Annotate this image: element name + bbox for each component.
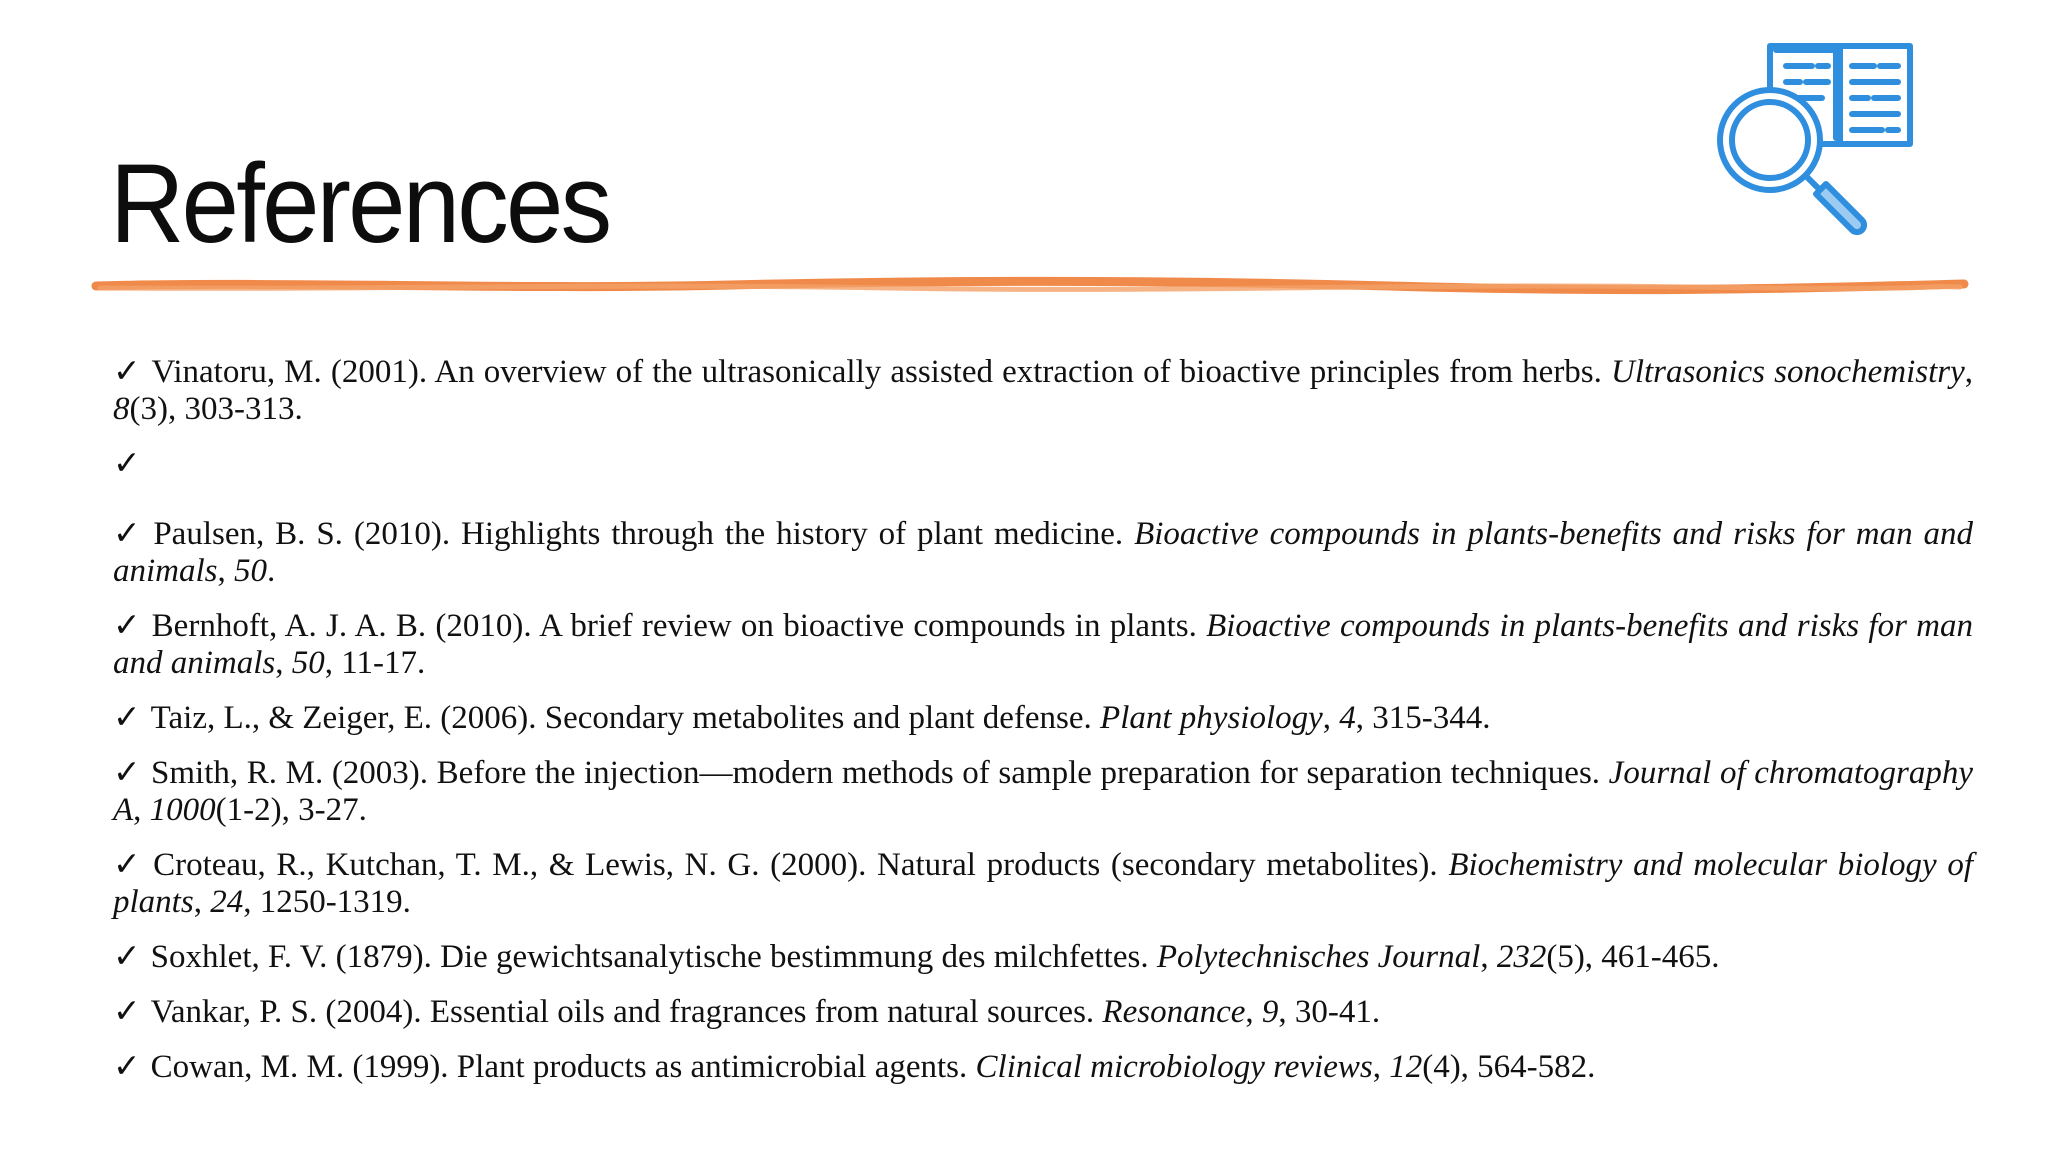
reference-citation: Bernhoft, A. J. A. B. (2010). A brief review on bioactive compounds in plants. — [151, 608, 1207, 644]
reference-separator: , — [1322, 700, 1340, 736]
reference-separator: , — [1964, 354, 1973, 390]
check-icon: ✓ — [113, 354, 142, 390]
reference-citation: Smith, R. M. (2003). Before the injection—modern methods of sample preparation for separation techniques. — [151, 755, 1609, 791]
reference-citation: Croteau, R., Kutchan, T. M., & Lewis, N. G. (2000). Natural products (secondary metabolites). — [153, 847, 1449, 883]
reference-journal: Clinical microbiology reviews — [975, 1049, 1373, 1085]
check-icon: ✓ — [113, 446, 141, 482]
reference-journal: Polytechnisches Journal — [1156, 939, 1481, 975]
reference-pages: . — [267, 553, 276, 589]
reference-pages: , 30-41. — [1278, 994, 1381, 1030]
reference-item — [113, 700, 1973, 737]
reference-item — [113, 516, 1973, 590]
reference-journal: Resonance — [1102, 994, 1246, 1030]
check-icon: ✓ — [113, 1049, 141, 1085]
reference-volume: 50 — [291, 645, 325, 681]
reference-pages: , 1250-1319. — [243, 884, 411, 920]
reference-volume: 50 — [234, 553, 268, 589]
reference-volume: 12 — [1389, 1049, 1423, 1085]
reference-pages: , 315-344. — [1355, 700, 1491, 736]
reference-pages: (3), 303-313. — [129, 391, 303, 427]
reference-pages: (5), 461-465. — [1546, 939, 1720, 975]
reference-separator: , — [1372, 1049, 1390, 1085]
reference-volume: 8 — [113, 391, 130, 427]
reference-separator: , — [1245, 994, 1262, 1030]
reference-item — [113, 608, 1973, 682]
reference-list — [113, 354, 1973, 1104]
check-icon: ✓ — [113, 516, 144, 552]
check-icon: ✓ — [113, 847, 144, 883]
check-icon: ✓ — [113, 755, 142, 791]
reference-journal: Biochemistry and molecular biology of plants — [113, 847, 1974, 920]
reference-citation: Taiz, L., & Zeiger, E. (2006). Secondary metabolites and plant defense. — [150, 700, 1101, 736]
reference-journal: Journal of chromatography A — [113, 755, 1973, 828]
reference-citation: Soxhlet, F. V. (1879). Die gewichtsanalytische bestimmung des milchfettes. — [150, 939, 1157, 975]
book-with-magnifier-icon — [1712, 34, 1922, 244]
page-title: References — [110, 141, 610, 266]
reference-citation: Paulsen, B. S. (2010). Highlights through the history of plant medicine. — [153, 516, 1135, 552]
reference-volume: 232 — [1496, 939, 1547, 975]
check-icon: ✓ — [113, 994, 141, 1030]
reference-citation: Vankar, P. S. (2004). Essential oils and fragrances from natural sources. — [150, 994, 1103, 1030]
reference-pages: (4), 564-582. — [1422, 1049, 1596, 1085]
reference-separator: , — [193, 884, 211, 920]
reference-item — [113, 939, 1973, 976]
reference-pages: (1-2), 3-27. — [215, 792, 367, 828]
reference-item — [113, 354, 1973, 428]
reference-separator: , — [1480, 939, 1497, 975]
reference-separator: , — [275, 645, 292, 681]
check-icon: ✓ — [113, 608, 142, 644]
reference-separator: , — [217, 553, 235, 589]
reference-citation: Vinatoru, M. (2001). An overview of the ultrasonically assisted extraction of bioactive principles from herbs. — [151, 354, 1611, 390]
reference-journal: Ultrasonics sonochemistry — [1611, 354, 1965, 390]
reference-citation: Cowan, M. M. (1999). Plant products as antimicrobial agents. — [150, 1049, 976, 1085]
check-icon: ✓ — [113, 700, 141, 736]
reference-item — [113, 1049, 1973, 1086]
reference-volume: 24 — [210, 884, 244, 920]
reference-item — [113, 755, 1973, 829]
reference-volume: 9 — [1261, 994, 1279, 1030]
reference-volume: 1000 — [149, 792, 216, 828]
reference-journal: Bioactive compounds in plants-benefits and risks for man and animals — [113, 516, 1973, 589]
reference-journal: Bioactive compounds in plants-benefits and risks for man and animals — [113, 608, 1974, 681]
reference-volume: 4 — [1339, 700, 1356, 736]
reference-item — [113, 847, 1973, 921]
title-divider — [90, 268, 1970, 304]
reference-separator: , — [133, 792, 150, 828]
check-icon: ✓ — [113, 939, 141, 975]
reference-item — [113, 446, 1973, 483]
reference-item — [113, 994, 1973, 1031]
reference-pages: , 11-17. — [324, 645, 426, 681]
reference-journal: Plant physiology — [1100, 700, 1323, 736]
